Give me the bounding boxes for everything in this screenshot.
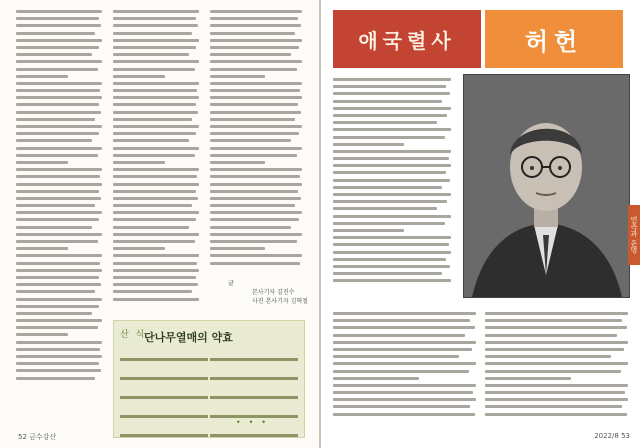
text-line — [16, 362, 99, 365]
text-line — [210, 190, 298, 193]
title-banner — [333, 10, 623, 68]
text-line — [16, 233, 102, 236]
text-line — [333, 186, 442, 189]
text-line — [113, 154, 195, 157]
text-line — [333, 377, 419, 380]
text-line — [16, 183, 102, 186]
decorative-dots: ••• — [235, 418, 274, 427]
text-line — [210, 240, 297, 243]
byline-author: 본사기자 김진수 — [252, 289, 295, 296]
text-line — [485, 326, 627, 329]
poem-line — [120, 358, 208, 361]
text-line — [485, 405, 622, 408]
text-line — [113, 132, 196, 135]
text-line — [485, 312, 628, 315]
text-line — [210, 132, 299, 135]
text-line — [333, 384, 476, 387]
poem-line — [120, 377, 208, 380]
text-line — [113, 32, 192, 35]
text-line — [485, 355, 611, 358]
text-line — [333, 136, 445, 139]
text-line — [210, 139, 291, 142]
text-line — [113, 247, 165, 250]
article-column-1 — [16, 10, 102, 398]
text-line — [485, 370, 621, 373]
text-line — [16, 305, 99, 308]
text-line — [210, 68, 297, 71]
text-line — [16, 269, 102, 272]
text-line — [113, 89, 197, 92]
text-line — [16, 168, 102, 171]
text-line — [210, 75, 265, 78]
issue-date: 2022/8 — [594, 432, 619, 440]
text-line — [485, 362, 628, 365]
text-line — [333, 355, 459, 358]
text-line — [210, 103, 298, 106]
byline-photo: 사진 본사기자 김혁철 — [252, 298, 308, 305]
text-line — [16, 333, 68, 336]
text-line — [16, 154, 98, 157]
text-line — [333, 150, 451, 153]
text-line — [16, 96, 102, 99]
title-name — [485, 10, 623, 68]
text-line — [333, 370, 469, 373]
text-line — [16, 326, 98, 329]
text-line — [16, 298, 102, 301]
text-line — [333, 272, 442, 275]
text-line — [16, 312, 92, 315]
text-line — [333, 200, 447, 203]
text-line — [210, 262, 300, 265]
text-line — [16, 161, 68, 164]
text-line — [113, 68, 195, 71]
text-line — [210, 211, 302, 214]
text-line — [113, 262, 197, 265]
text-line — [333, 164, 451, 167]
text-line — [16, 377, 95, 380]
text-line — [210, 154, 297, 157]
text-line — [113, 161, 165, 164]
text-line — [485, 334, 617, 337]
article-column-right-bottom-2 — [485, 312, 628, 424]
title-series-text: 애국렬사 — [358, 28, 456, 53]
text-line — [333, 222, 445, 225]
text-line — [210, 96, 302, 99]
poem-body — [120, 351, 298, 448]
text-line — [16, 32, 95, 35]
text-line — [210, 118, 295, 121]
text-line — [333, 229, 404, 232]
text-line — [485, 341, 628, 344]
text-line — [113, 46, 196, 49]
text-line — [16, 247, 68, 250]
byline-title: 글 — [228, 280, 234, 287]
text-line — [113, 204, 192, 207]
text-line — [113, 10, 199, 13]
text-line — [333, 319, 470, 322]
text-line — [210, 168, 302, 171]
text-line — [16, 75, 68, 78]
article-column-right-1 — [333, 78, 451, 298]
text-line — [113, 24, 198, 27]
text-line — [16, 348, 100, 351]
text-line — [485, 384, 628, 387]
text-line — [210, 204, 295, 207]
text-line — [113, 103, 196, 106]
text-line — [113, 240, 195, 243]
text-line — [333, 405, 470, 408]
folio-left — [18, 432, 56, 442]
text-line — [16, 82, 102, 85]
title-name-text: 허헌 — [524, 27, 584, 56]
text-line — [113, 168, 199, 171]
text-line — [113, 183, 199, 186]
text-line — [113, 254, 199, 257]
text-line — [210, 218, 299, 221]
text-line — [16, 262, 100, 265]
text-line — [485, 377, 571, 380]
text-line — [16, 147, 102, 150]
text-line — [333, 143, 404, 146]
text-line — [210, 254, 302, 257]
poem-line — [210, 396, 298, 399]
text-line — [16, 175, 100, 178]
article-column-2 — [113, 10, 199, 315]
text-line — [333, 362, 476, 365]
portrait-illustration — [464, 75, 629, 297]
text-line — [333, 128, 451, 131]
text-line — [333, 236, 451, 239]
magazine-name: 금수강산 — [29, 433, 57, 441]
text-line — [210, 46, 299, 49]
text-line — [333, 279, 451, 282]
text-line — [16, 139, 92, 142]
text-line — [210, 60, 302, 63]
text-line — [333, 251, 451, 254]
text-line — [16, 24, 101, 27]
text-line — [210, 247, 265, 250]
text-line — [333, 207, 437, 210]
text-line — [333, 92, 450, 95]
text-line — [113, 139, 189, 142]
text-line — [210, 89, 300, 92]
poem-line — [120, 434, 208, 437]
text-line — [333, 334, 465, 337]
text-line — [16, 68, 98, 71]
text-line — [113, 175, 197, 178]
text-line — [333, 391, 473, 394]
text-line — [333, 326, 475, 329]
page-number: 52 — [18, 433, 27, 441]
text-line — [333, 193, 451, 196]
poem-title: 단나무열매의 약효 — [144, 331, 233, 344]
text-line — [333, 121, 437, 124]
left-page — [0, 0, 319, 448]
text-line — [485, 319, 622, 322]
text-line — [16, 125, 102, 128]
text-line — [210, 226, 291, 229]
text-line — [16, 254, 102, 257]
text-line — [485, 398, 628, 401]
text-line — [210, 17, 298, 20]
text-line — [113, 190, 196, 193]
poem-line — [210, 358, 298, 361]
text-line — [333, 78, 451, 81]
text-line — [113, 17, 196, 20]
poem-line — [120, 396, 208, 399]
text-line — [333, 179, 450, 182]
section-tab-label: 민족과 운명 — [630, 216, 638, 254]
text-line — [16, 118, 95, 121]
text-line — [485, 348, 624, 351]
text-line — [113, 226, 189, 229]
text-line — [210, 10, 302, 13]
poem-box — [113, 320, 305, 438]
poem-line — [210, 377, 298, 380]
text-line — [333, 85, 446, 88]
text-line — [16, 39, 102, 42]
text-line — [210, 24, 301, 27]
text-line — [113, 53, 189, 56]
text-line — [210, 147, 302, 150]
text-line — [16, 10, 102, 13]
text-line — [16, 46, 99, 49]
text-line — [333, 114, 447, 117]
text-line — [113, 269, 199, 272]
text-line — [16, 276, 99, 279]
text-line — [210, 175, 300, 178]
text-line — [113, 211, 199, 214]
text-line — [16, 341, 102, 344]
text-line — [333, 157, 449, 160]
text-line — [16, 369, 101, 372]
text-line — [16, 226, 92, 229]
text-line — [333, 258, 446, 261]
text-line — [16, 290, 95, 293]
title-series — [333, 10, 481, 68]
text-line — [113, 283, 198, 286]
text-line — [333, 348, 472, 351]
text-line — [333, 341, 476, 344]
text-line — [210, 39, 302, 42]
text-line — [485, 391, 625, 394]
text-line — [16, 355, 102, 358]
portrait-photo — [463, 74, 630, 298]
text-line — [113, 60, 199, 63]
text-line — [16, 319, 102, 322]
text-line — [113, 96, 199, 99]
text-line — [333, 215, 451, 218]
text-line — [16, 190, 99, 193]
text-line — [113, 75, 165, 78]
text-line — [16, 17, 99, 20]
text-line — [16, 60, 102, 63]
text-line — [113, 233, 199, 236]
text-line — [333, 265, 450, 268]
text-line — [113, 82, 199, 85]
text-line — [210, 53, 291, 56]
text-line — [333, 171, 446, 174]
text-line — [210, 161, 265, 164]
text-line — [16, 218, 99, 221]
text-line — [333, 413, 475, 416]
poem-kicker: 산 식 — [120, 330, 147, 340]
text-line — [333, 107, 451, 110]
text-line — [210, 183, 302, 186]
text-line — [113, 118, 192, 121]
text-line — [113, 111, 198, 114]
article-column-right-bottom-1 — [333, 312, 476, 424]
text-line — [333, 312, 476, 315]
text-line — [16, 240, 98, 243]
text-line — [485, 413, 627, 416]
poem-line — [120, 415, 208, 418]
text-line — [16, 89, 100, 92]
section-tab — [628, 205, 640, 265]
folio-right — [594, 432, 630, 440]
text-line — [113, 218, 196, 221]
text-line — [16, 132, 99, 135]
text-line — [210, 233, 302, 236]
text-line — [16, 283, 101, 286]
text-line — [113, 125, 199, 128]
text-line — [113, 276, 196, 279]
text-line — [16, 103, 99, 106]
page-number-right: 53 — [621, 432, 630, 440]
text-line — [210, 111, 301, 114]
text-line — [113, 290, 192, 293]
right-page — [321, 0, 640, 448]
text-line — [333, 398, 476, 401]
text-line — [16, 211, 102, 214]
text-line — [333, 100, 442, 103]
text-line — [16, 197, 101, 200]
text-line — [333, 243, 449, 246]
poem-line — [210, 434, 298, 437]
article-column-3 — [210, 10, 302, 274]
text-line — [210, 125, 302, 128]
text-line — [16, 53, 92, 56]
text-line — [210, 82, 302, 85]
text-line — [113, 197, 198, 200]
text-line — [16, 204, 95, 207]
text-line — [16, 111, 101, 114]
text-line — [210, 197, 301, 200]
text-line — [210, 32, 295, 35]
text-line — [113, 147, 199, 150]
text-line — [113, 298, 199, 301]
text-line — [113, 39, 199, 42]
